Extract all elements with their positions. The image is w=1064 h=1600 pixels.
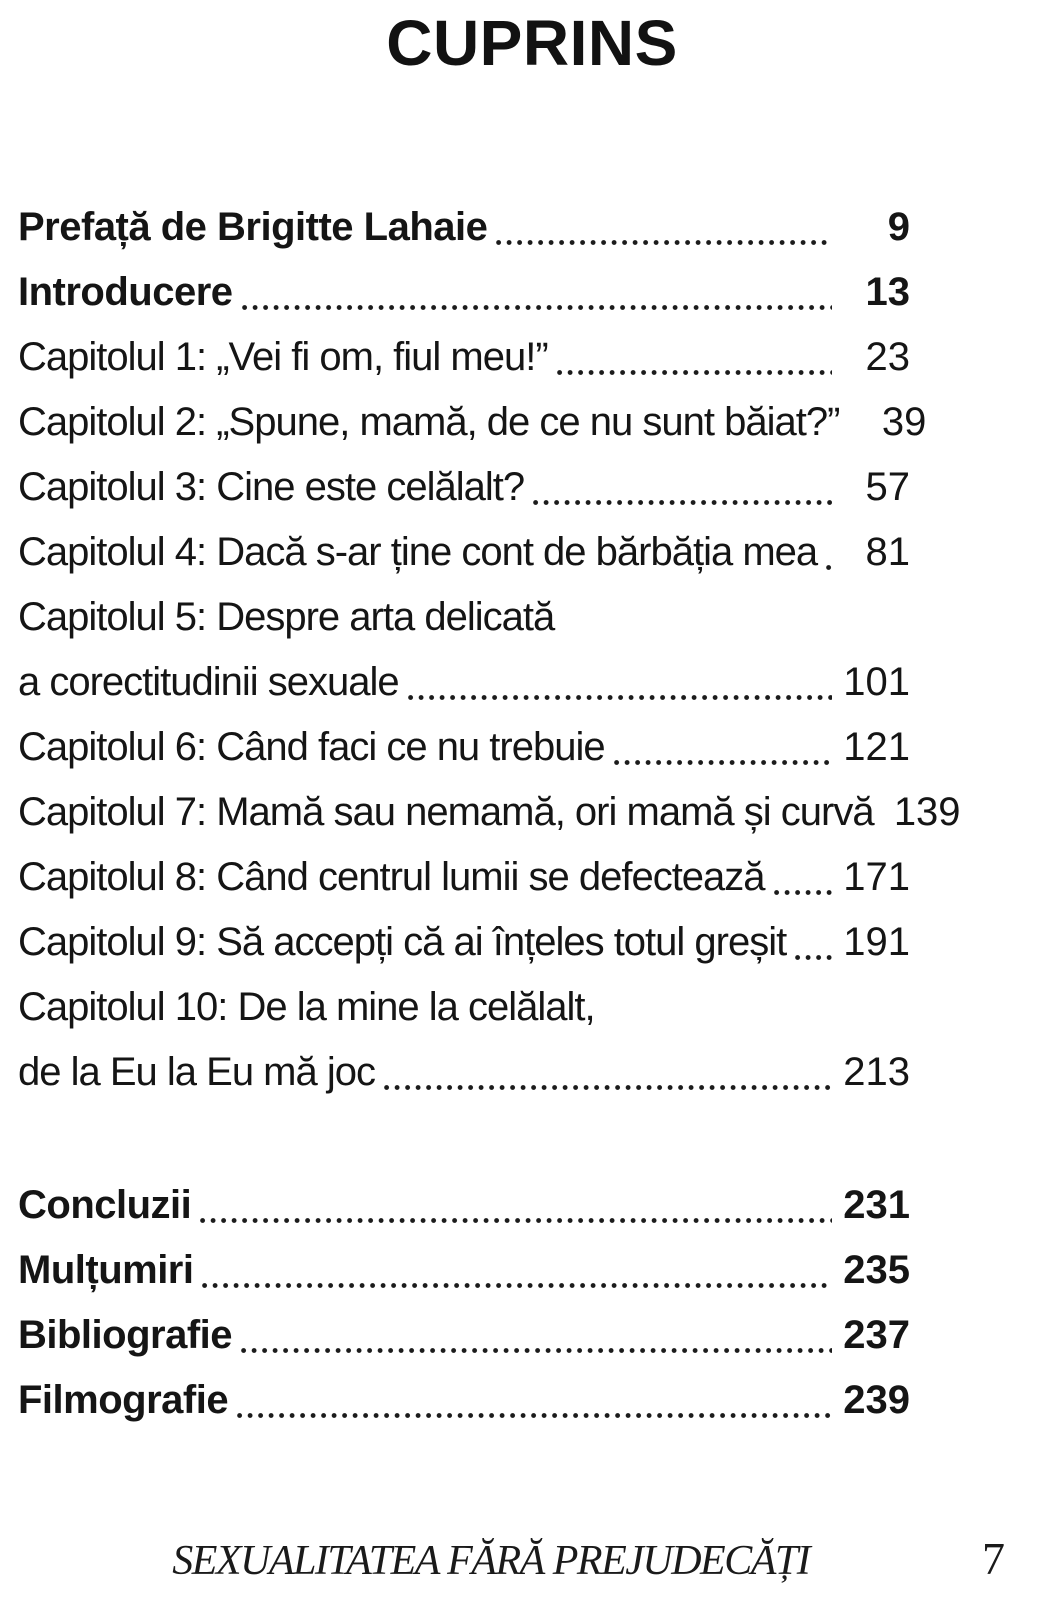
toc-entry-label: Capitolul 4: Dacă s-ar ține cont de bărbăția mea — [18, 530, 818, 574]
dotted-leader — [202, 1238, 832, 1303]
toc-entry-page-number: 101 — [843, 660, 910, 704]
toc-entry — [18, 1303, 910, 1368]
toc-entry — [18, 650, 910, 715]
toc-entry-page-number: 231 — [843, 1183, 910, 1227]
footer-page-number: 7 — [982, 1533, 1005, 1584]
toc-entry-label: Bibliografie — [18, 1313, 233, 1357]
toc-entry — [18, 390, 927, 455]
toc-entry-page-number: 39 — [881, 400, 927, 444]
toc-entry — [18, 910, 910, 975]
toc-entry — [18, 260, 910, 325]
toc-entry-page-number: 239 — [843, 1378, 910, 1422]
toc-entry — [18, 1173, 910, 1238]
dotted-leader — [795, 910, 832, 975]
toc-entry-label: Capitolul 6: Când faci ce nu trebuie — [18, 725, 605, 769]
page-title: CUPRINS — [386, 7, 678, 79]
toc-entry-page-number: 171 — [843, 855, 910, 899]
toc-entry-label: Concluzii — [18, 1183, 192, 1227]
toc-entry-label: Capitolul 9: Să accepți că ai înțeles totul greșit — [18, 920, 787, 964]
dotted-leader — [242, 260, 832, 325]
dotted-leader — [408, 650, 832, 715]
dotted-leader — [237, 1368, 832, 1433]
toc-entry-label: Capitolul 3: Cine este celălalt? — [18, 465, 525, 509]
dotted-leader — [200, 1173, 832, 1238]
toc-entry-label: Mulțumiri — [18, 1248, 194, 1292]
toc-entry-label: Capitolul 10: De la mine la celălalt, — [18, 985, 595, 1029]
toc-entry-page-number: 121 — [843, 725, 910, 769]
toc-entry — [18, 1040, 910, 1105]
toc-entry-label: Introducere — [18, 270, 233, 314]
toc-entry-label: Filmografie — [18, 1378, 229, 1422]
toc-entry — [18, 520, 910, 585]
toc-entry-page-number: 235 — [843, 1248, 910, 1292]
page-footer — [18, 1532, 1005, 1585]
dotted-leader — [496, 195, 832, 260]
toc-entry-label: Capitolul 8: Când centrul lumii se defectează — [18, 855, 765, 899]
toc-entry-label: a corectitudinii sexuale — [18, 660, 399, 704]
toc-entry-label: Capitolul 2: „Spune, mamă, de ce nu sunt băiat?” — [18, 400, 840, 444]
toc-entry-page-number: 139 — [893, 790, 961, 834]
toc-entry-label: Capitolul 7: Mamă sau nemamă, ori mamă și curvă — [18, 790, 874, 834]
dotted-leader — [614, 715, 832, 780]
toc-entry — [18, 780, 961, 845]
toc-entry-label: Capitolul 5: Despre arta delicată — [18, 595, 555, 639]
dotted-leader — [384, 1040, 832, 1105]
dotted-leader — [557, 325, 832, 390]
toc-entry — [18, 975, 910, 1040]
footer-book-title: SEXUALITATEA FĂRĂ PREJUDECĂȚI — [172, 1538, 810, 1584]
toc-entry-label: de la Eu la Eu mă joc — [18, 1050, 375, 1094]
toc-entry-page-number: 81 — [865, 530, 910, 574]
toc-entry-page-number: 13 — [865, 270, 910, 314]
toc-entry-page-number: 57 — [865, 465, 910, 509]
toc-entry — [18, 455, 910, 520]
toc-entry-label: Prefață de Brigitte Lahaie — [18, 205, 488, 249]
toc-entry — [18, 715, 910, 780]
toc-entry-page-number: 237 — [843, 1313, 910, 1357]
dotted-leader — [826, 520, 832, 585]
toc-entry-page-number: 9 — [887, 205, 910, 249]
toc-entry — [18, 845, 910, 910]
toc-entry-label: Capitolul 1: „Vei fi om, fiul meu!” — [18, 335, 548, 379]
toc-entry — [18, 325, 910, 390]
dotted-leader — [774, 845, 832, 910]
toc-entry — [18, 1238, 910, 1303]
toc-entry-page-number: 23 — [865, 335, 910, 379]
toc-entry — [18, 585, 910, 650]
toc-entry — [18, 195, 910, 260]
dotted-leader — [241, 1303, 832, 1368]
dotted-leader — [533, 455, 832, 520]
toc-entry — [18, 1368, 910, 1433]
toc-entry-page-number: 191 — [843, 920, 910, 964]
toc-list — [18, 195, 961, 1433]
toc-entry-page-number: 213 — [843, 1050, 910, 1094]
